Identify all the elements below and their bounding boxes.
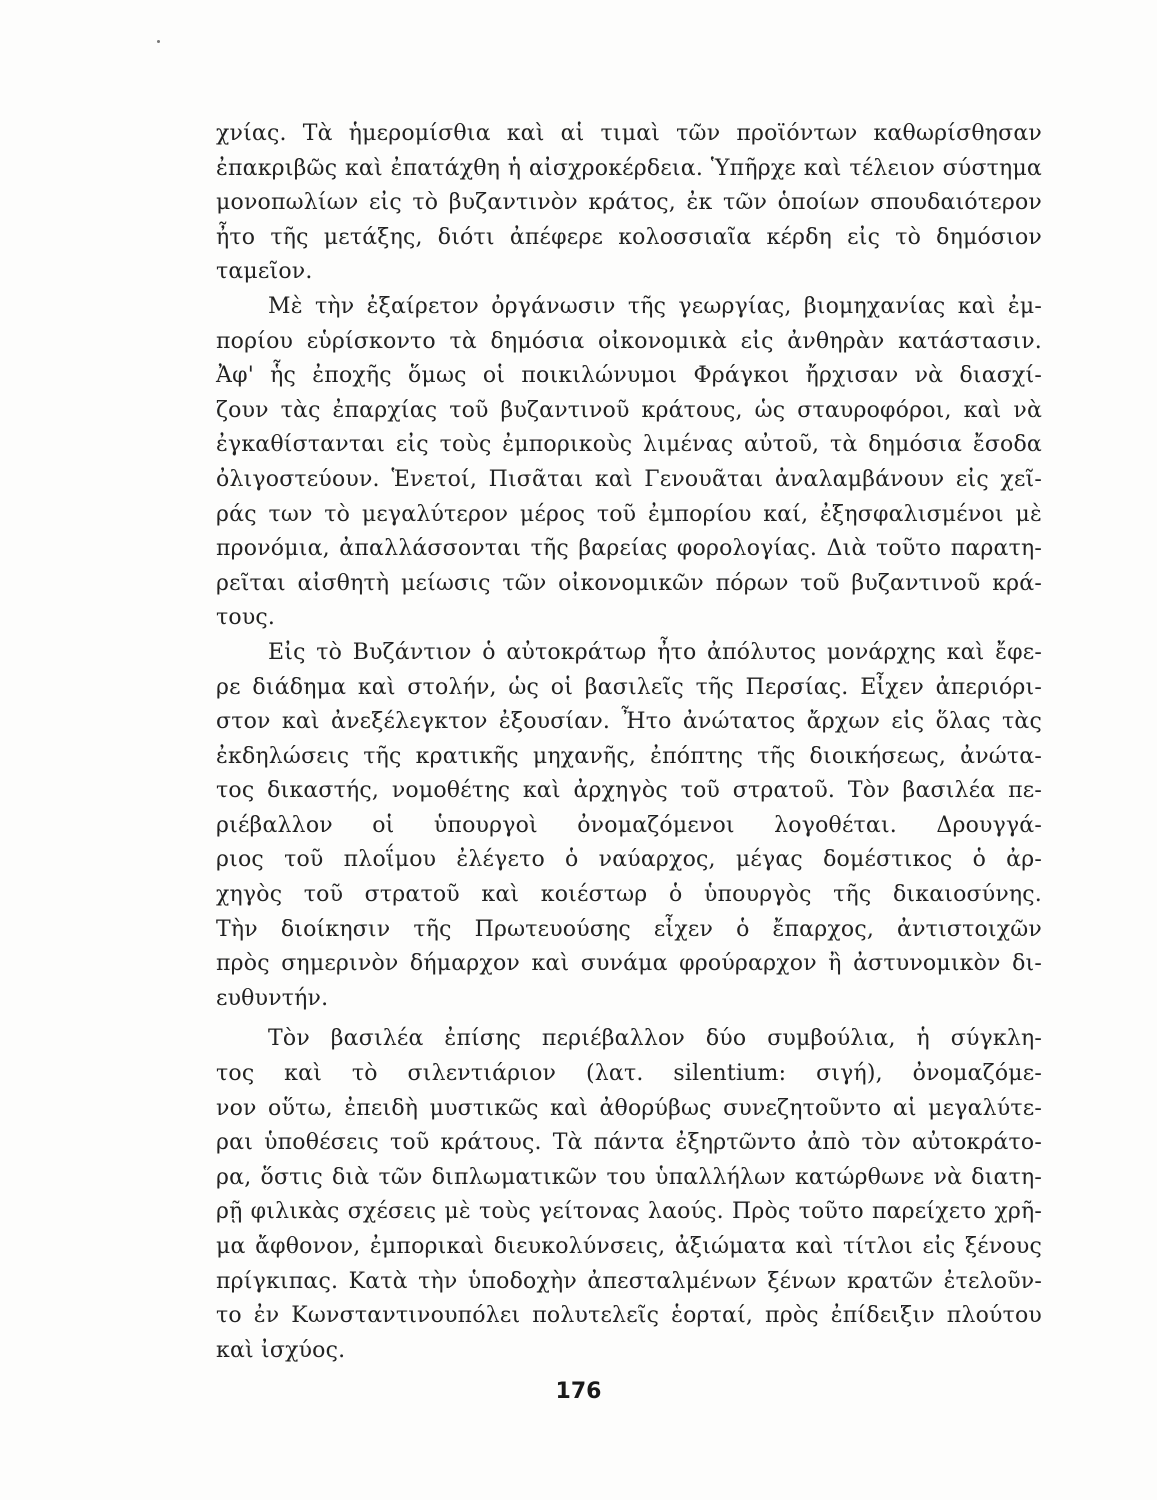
- text-line: Ἀφ' ἧς ἐποχῆς ὅμως οἱ ποικιλώνυμοι Φράγκοι ἤρχισαν νὰ διασχί-: [216, 363, 1042, 389]
- text-line: Τὸν βασιλέα ἐπίσης περιέβαλλον δύο συμβούλια, ἡ σύγκλη-: [268, 1026, 1042, 1052]
- text-line: Εἰς τὸ Βυζάντιον ὁ αὐτοκράτωρ ἦτο ἀπόλυτος μονάρχης καὶ ἔφε-: [268, 639, 1042, 665]
- body-text: [216, 117, 1042, 1368]
- text-line: το ἐν Κωνσταντινουπόλει πολυτελεῖς ἑορταί, πρὸς ἐπίδειξιν πλούτου: [216, 1303, 1042, 1329]
- text-line: Μὲ τὴν ἐξαίρετον ὀργάνωσιν τῆς γεωργίας, βιομηχανίας καὶ ἐμ-: [268, 293, 1042, 319]
- text-line: τους.: [216, 605, 276, 631]
- text-line: Τὴν διοίκησιν τῆς Πρωτευούσης εἶχεν ὁ ἔπαρχος, ἀντιστοιχῶν: [216, 916, 1042, 942]
- text-line: ρεῖται αἰσθητὴ μείωσις τῶν οἰκονομικῶν πόρων τοῦ βυζαντινοῦ κρά-: [216, 570, 1042, 596]
- text-line: ταμεῖον.: [216, 259, 313, 285]
- text-line: ρῇ φιλικὰς σχέσεις μὲ τοὺς γείτονας λαούς. Πρὸς τοῦτο παρείχετο χρῆ-: [216, 1199, 1042, 1225]
- text-line: καὶ ἰσχύος.: [216, 1337, 346, 1363]
- text-line: ευθυντήν.: [216, 985, 329, 1011]
- text-line: ρε διάδημα καὶ στολήν, ὡς οἱ βασιλεῖς τῆς Περσίας. Εἶχεν ἀπεριόρι-: [216, 674, 1042, 700]
- text-line: μα ἄφθονον, ἐμπορικαὶ διευκολύνσεις, ἀξιώματα καὶ τίτλοι εἰς ξένους: [216, 1234, 1042, 1259]
- page-number: 176: [555, 1379, 602, 1404]
- text-line: προνόμια, ἀπαλλάσσονται τῆς βαρείας φορολογίας. Διὰ τοῦτο παρατη-: [216, 536, 1042, 562]
- text-line: ριέβαλλον οἱ ὑπουργοὶ ὀνομαζόμενοι λογοθέται. Δρουγγά-: [216, 812, 1042, 838]
- text-line: ἐπακριβῶς καὶ ἐπατάχθη ἡ αἰσχροκέρδεια. Ὑπῆρχε καὶ τέλειον σύστημα: [216, 155, 1042, 181]
- text-line: πορίου εὑρίσκοντο τὰ δημόσια οἰκονομικὰ εἰς ἀνθηρὰν κατάστασιν.: [216, 328, 1042, 354]
- text-line: νον οὕτω, ἐπειδὴ μυστικῶς καὶ ἀθορύβως συνεζητοῦντο αἱ μεγαλύτε-: [216, 1095, 1042, 1121]
- text-line: ζουν τὰς ἐπαρχίας τοῦ βυζαντινοῦ κράτους, ὡς σταυροφόροι, καὶ νὰ: [216, 397, 1042, 423]
- text-line: τος δικαστής, νομοθέτης καὶ ἀρχηγὸς τοῦ στρατοῦ. Τὸν βασιλέα πε-: [216, 778, 1042, 804]
- text-line: τος καὶ τὸ σιλεντιάριον (λατ. silentium: σιγή), ὀνομαζόμε-: [216, 1061, 1042, 1087]
- text-line: μονοπωλίων εἰς τὸ βυζαντινὸν κράτος, ἐκ τῶν ὁποίων σπουδαιότερον: [216, 190, 1042, 216]
- text-line: χηγὸς τοῦ στρατοῦ καὶ κοιέστωρ ὁ ὑπουργὸς τῆς δικαιοσύνης.: [216, 882, 1042, 908]
- text-line: πρὸς σημερινὸν δήμαρχον καὶ συνάμα φρούραρχον ἢ ἀστυνομικὸν δι-: [216, 951, 1042, 977]
- text-line: πρίγκιπας. Κατὰ τὴν ὑποδοχὴν ἀπεσταλμένων ξένων κρατῶν ἐτελοῦν-: [216, 1268, 1042, 1294]
- text-line: ἐκδηλώσεις τῆς κρατικῆς μηχανῆς, ἐπόπτης τῆς διοικήσεως, ἀνώτα-: [216, 743, 1042, 769]
- text-line: ράς των τὸ μεγαλύτερον μέρος τοῦ ἐμπορίου καί, ἐξησφαλισμένοι μὲ: [216, 501, 1042, 527]
- text-line: ρα, ὅστις διὰ τῶν διπλωματικῶν του ὑπαλλήλων κατώρθωνε νὰ διατη-: [216, 1164, 1042, 1190]
- speck-mark: [157, 40, 160, 43]
- text-line: ριος τοῦ πλοΐμου ἐλέγετο ὁ ναύαρχος, μέγας δομέστικος ὁ ἀρ-: [216, 847, 1042, 873]
- text-line: ἦτο τῆς μετάξης, διότι ἀπέφερε κολοσσιαῖα κέρδη εἰς τὸ δημόσιον: [216, 224, 1042, 250]
- text-line: ὀλιγοστεύουν. Ἑνετοί, Πισᾶται καὶ Γενουᾶται ἀναλαμβάνουν εἰς χεῖ-: [216, 466, 1042, 492]
- text-line: στον καὶ ἀνεξέλεγκτον ἐξουσίαν. Ἦτο ἀνώτατος ἄρχων εἰς ὅλας τὰς: [216, 709, 1042, 735]
- text-line: ἐγκαθίστανται εἰς τοὺς ἐμπορικοὺς λιμένας αὐτοῦ, τὰ δημόσια ἔσοδα: [216, 432, 1042, 458]
- text-line: χνίας. Τὰ ἡμερομίσθια καὶ αἱ τιμαὶ τῶν προϊόντων καθωρίσθησαν: [216, 121, 1042, 146]
- text-line: ραι ὑποθέσεις τοῦ κράτους. Τὰ πάντα ἐξηρτῶντο ἀπὸ τὸν αὐτοκράτο-: [216, 1130, 1042, 1156]
